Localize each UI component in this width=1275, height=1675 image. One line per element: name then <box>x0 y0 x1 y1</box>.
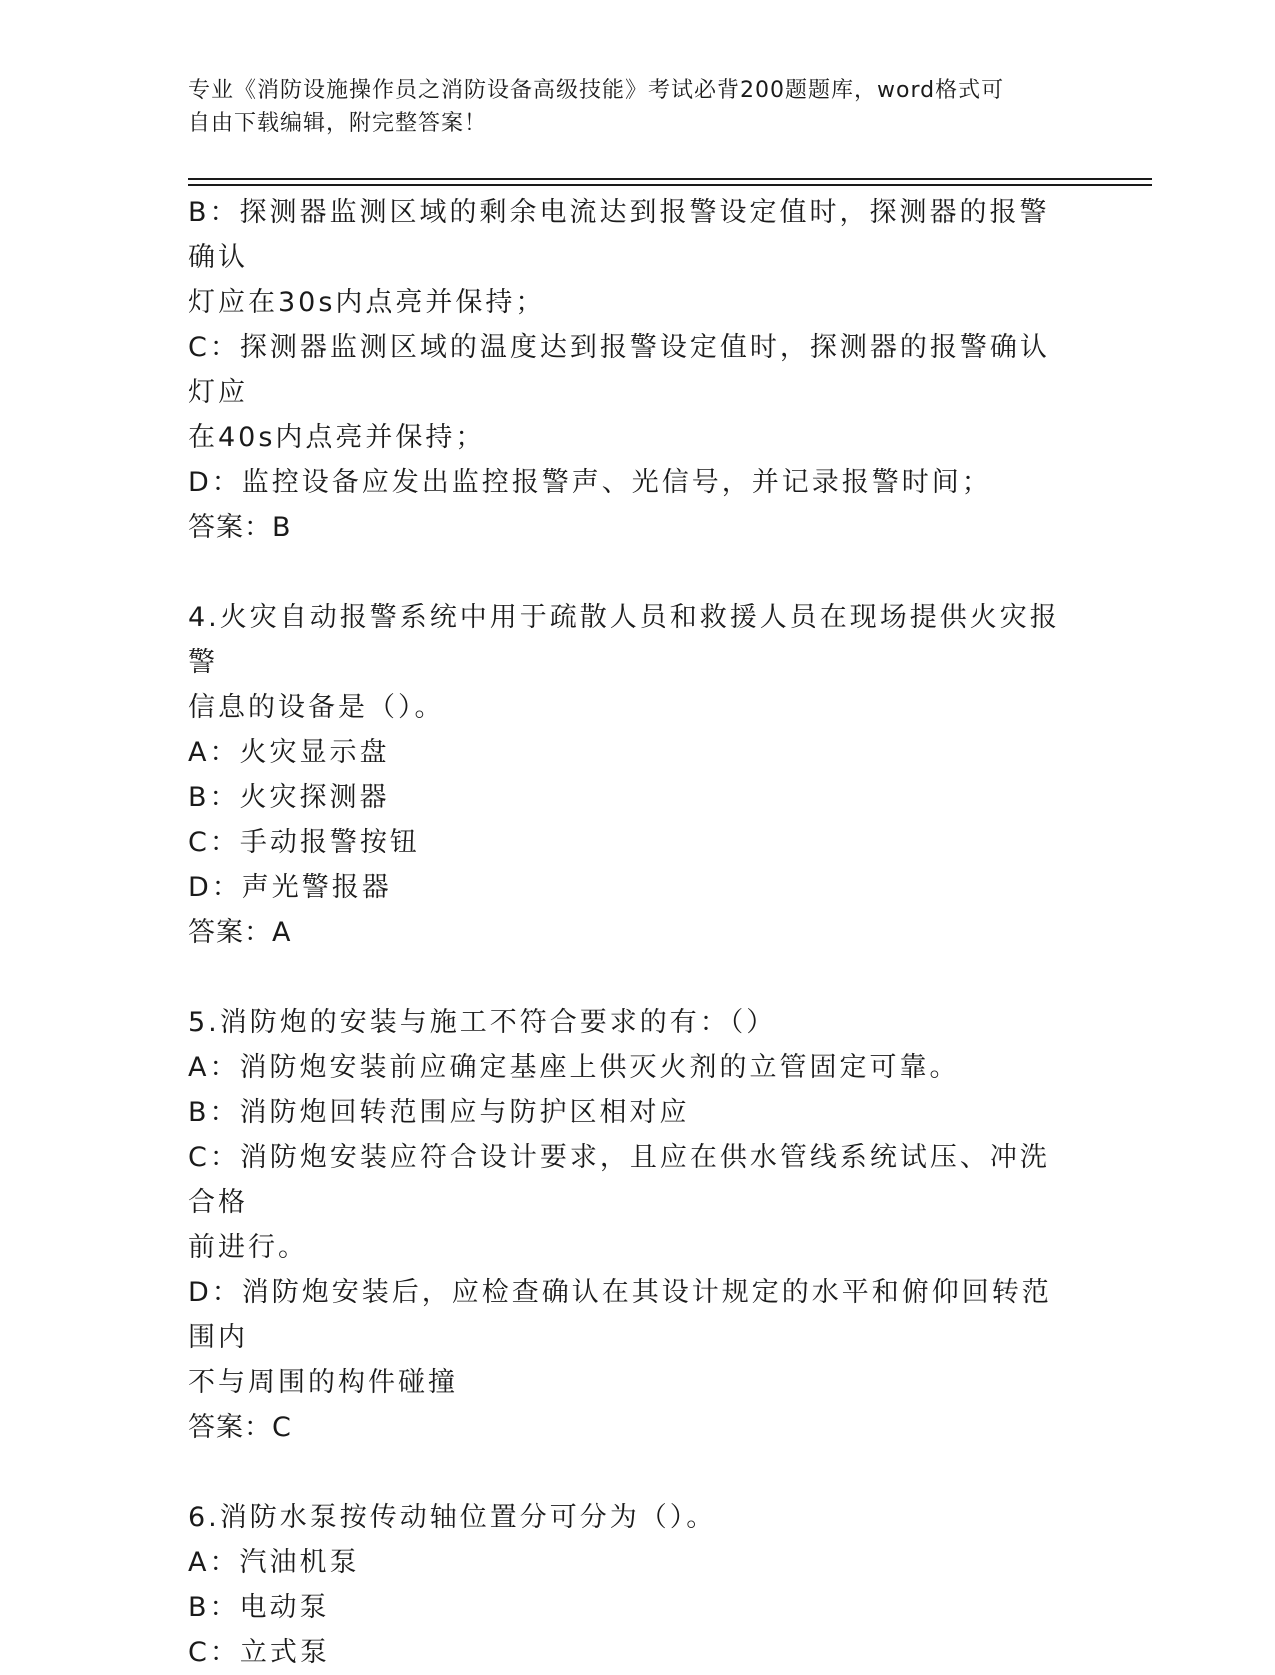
option-c-line-2: 前进行。 <box>188 1232 308 1263</box>
question-stem-line-1: 4.火灾自动报警系统中用于疏散人员和救援人员在现场提供火灾报警 <box>188 602 1060 678</box>
option-c-line-1: C：探测器监测区域的温度达到报警设定值时，探测器的报警确认灯应 <box>188 332 1050 408</box>
question-3-continued <box>188 190 1078 550</box>
option-b: B：火灾探测器 <box>188 782 390 813</box>
question-4 <box>188 595 1078 955</box>
option-b-line-2: 灯应在30s内点亮并保持； <box>188 287 546 318</box>
question-stem: 5.消防炮的安装与施工不符合要求的有：（） <box>188 1007 777 1038</box>
answer-label: 答案： <box>188 917 272 948</box>
answer-line <box>188 505 1078 550</box>
question-stem-line-2: 信息的设备是（）。 <box>188 692 445 723</box>
option-a: A：火灾显示盘 <box>188 737 390 768</box>
option-d: D：声光警报器 <box>188 872 392 903</box>
header-line-1: 专业《消防设施操作员之消防设备高级技能》考试必背200题题库，word格式可 <box>188 78 1005 103</box>
option-a: A：消防炮安装前应确定基座上供灭火剂的立管固定可靠。 <box>188 1052 960 1083</box>
answer-value: B <box>272 512 291 543</box>
option-d-line-2: 不与周围的构件碰撞 <box>188 1367 458 1398</box>
option-c: C：手动报警按钮 <box>188 827 420 858</box>
header-divider-bottom <box>188 184 1152 186</box>
answer-line <box>188 910 1078 955</box>
answer-label: 答案： <box>188 512 272 543</box>
option-b: B：消防炮回转范围应与防护区相对应 <box>188 1097 690 1128</box>
document-header <box>188 74 1078 140</box>
answer-value: C <box>272 1412 291 1443</box>
option-d: D：监控设备应发出监控报警声、光信号，并记录报警时间； <box>188 467 992 498</box>
question-stem: 6.消防水泵按传动轴位置分可分为（）。 <box>188 1502 717 1533</box>
header-line-2: 自由下载编辑，附完整答案！ <box>188 111 488 136</box>
option-b-line-1: B：探测器监测区域的剩余电流达到报警设定值时，探测器的报警确认 <box>188 197 1050 273</box>
option-c-line-2: 在40s内点亮并保持； <box>188 422 486 453</box>
answer-line <box>188 1405 1078 1450</box>
option-c-line-1: C：消防炮安装应符合设计要求，且应在供水管线系统试压、冲洗合格 <box>188 1142 1050 1218</box>
option-d-line-1: D：消防炮安装后，应检查确认在其设计规定的水平和俯仰回转范围内 <box>188 1277 1052 1353</box>
document-body <box>188 190 1078 1675</box>
header-divider-top <box>188 178 1152 180</box>
question-5 <box>188 1000 1078 1450</box>
question-6 <box>188 1495 1078 1675</box>
option-a: A：汽油机泵 <box>188 1547 360 1578</box>
answer-label: 答案： <box>188 1412 272 1443</box>
option-b: B：电动泵 <box>188 1592 330 1623</box>
option-c: C：立式泵 <box>188 1637 330 1668</box>
answer-value: A <box>272 917 291 948</box>
